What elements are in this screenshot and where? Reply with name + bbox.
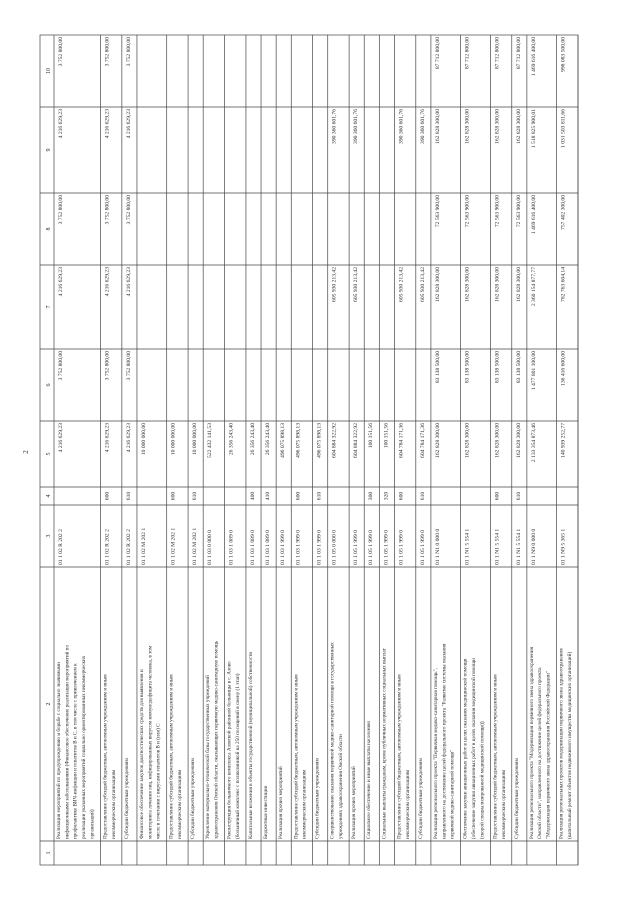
row-expense-type: 600 xyxy=(170,491,177,501)
row-code: 01 1 N1 5 554 1 xyxy=(494,528,501,565)
row-code: 01 1 N9 0 000 0 xyxy=(530,528,537,565)
row-code: 01 1 03 1 999 0 xyxy=(280,530,287,565)
row-value-col9: 162 828 300,00 xyxy=(464,109,471,144)
row-value-col5: 100 151,56 xyxy=(368,423,375,449)
row-name-line: Реализация прочих мероприятий xyxy=(278,766,285,839)
row-value-col6: 1 477 801 100,00 xyxy=(530,351,537,391)
row-name-line: Реализация региональных проектов модернизации первичного звена здравоохранения xyxy=(558,648,565,839)
row-value-col6: 83 138 500,00 xyxy=(434,351,441,384)
row-value-col5: 26 356 243,40 xyxy=(265,423,272,456)
row-value-col5: 4 216 629,23 xyxy=(104,423,111,453)
row-value-col8: 3 752 800,00 xyxy=(125,195,132,225)
row-code: 01 1 03 1 089 0 xyxy=(228,530,235,565)
row-value-col6: 3 752 800,00 xyxy=(125,351,132,381)
row-value-col5: 496 075 898,13 xyxy=(295,423,302,458)
row-name-line: направленного на достижение целей федерального проекта "Развитие системы оказания xyxy=(441,643,448,839)
row-value-col5: 496 075 898,13 xyxy=(316,423,323,458)
row-value-col5: 604 784 171,36 xyxy=(419,423,426,458)
row-value-col8: 72 563 900,00 xyxy=(434,195,441,228)
row-expense-type: 610 xyxy=(125,491,132,501)
row-name-line: Субсидии бюджетным учреждениям xyxy=(417,758,424,839)
row-value-col5: 140 939 252,77 xyxy=(560,423,567,458)
row-value-col9: 162 828 300,00 xyxy=(515,109,522,144)
row-value-col5: 162 828 300,00 xyxy=(434,423,441,458)
row-value-col5: 4 216 629,23 xyxy=(58,423,64,453)
column-header: 5 xyxy=(46,452,52,456)
row-value-col5: 162 828 300,00 xyxy=(494,423,501,458)
row-value-col9: 1 518 825 900,01 xyxy=(530,109,537,149)
row-value-col10: 87 712 800,00 xyxy=(494,37,501,70)
row-name-line: Совершенствование оказания первичной медико-санитарной помощи в государственных xyxy=(329,642,336,839)
column-header: 2 xyxy=(46,702,52,706)
row-value-col7: 162 828 300,00 xyxy=(515,267,522,302)
row-code: 01 1 03 1 999 0 xyxy=(316,530,323,565)
row-code: 01 1 N1 5 554 1 xyxy=(464,528,471,565)
row-name-line: "Модернизация первичного звена здравоохранения Российской Федерации" xyxy=(545,671,552,839)
column-header: 6 xyxy=(46,383,52,387)
row-name-line: первичной медико-санитарной помощи" xyxy=(449,749,456,839)
row-name-line: Предоставление субсидий бюджетным, автономным учреждениям и иным xyxy=(168,674,175,839)
row-expense-type: 610 xyxy=(515,491,522,501)
row-code: 01 1 02 R 202 2 xyxy=(125,529,132,565)
row-expense-type: 300 xyxy=(368,491,375,501)
row-expense-type: 600 xyxy=(104,491,111,501)
page-number: 2 xyxy=(22,450,30,454)
row-name-line: некоммерческим организациям xyxy=(110,769,117,839)
row-name-line: некоммерческим организациям xyxy=(500,769,507,839)
row-name-line: Омской области", направленного на достижение целей федерального проекта xyxy=(537,667,544,839)
row-value-col9: 390 360 601,76 xyxy=(353,109,360,144)
row-code: 01 1 05 1 999 0 xyxy=(419,530,426,565)
row-value-col10: 998 083 500,00 xyxy=(560,37,567,72)
row-name-line: Реконструкция больничного комплекса Азовской районной больницы в с. Азово xyxy=(226,661,233,839)
row-name-line: Предоставление субсидий бюджетным, автономным учреждениям и иным xyxy=(293,674,300,839)
row-name-line: Капитальные вложения в объекты государственной (муниципальной) собственности xyxy=(247,651,254,839)
row-value-col10: 87 712 800,00 xyxy=(434,37,441,70)
row-value-col5: 162 828 300,00 xyxy=(515,423,522,458)
row-value-col6: 3 752 800,00 xyxy=(58,351,64,381)
row-value-col8: 1 469 616 400,00 xyxy=(530,195,537,235)
row-value-col9: 1 031 503 811,66 xyxy=(560,109,567,148)
row-name-line: Предоставление субсидий бюджетным, автономным учреждениям и иным xyxy=(102,674,109,839)
row-value-col5: 604 884 322,92 xyxy=(331,423,338,458)
row-value-col7: 782 763 604,14 xyxy=(560,267,567,302)
row-value-col9: 162 828 300,00 xyxy=(434,109,441,144)
row-code: 01 1 02 M 202 1 xyxy=(170,527,177,565)
row-code: 01 1 05 0 000 0 xyxy=(331,530,338,565)
row-value-col9: 4 216 629,23 xyxy=(58,109,64,139)
row-expense-type: 610 xyxy=(316,491,323,501)
row-name-line: учреждениях здравоохранения Омской области xyxy=(338,734,345,839)
row-value-col10: 1 469 616 400,00 xyxy=(530,37,537,77)
column-header: 7 xyxy=(46,305,52,309)
row-expense-type: 610 xyxy=(192,491,199,501)
row-name-line: Укрепление материально-технической базы государственных учреждений xyxy=(205,675,212,839)
row-value-col5: 604 784 171,36 xyxy=(398,423,405,458)
row-name-line: (капитальный ремонт объектов недвижимого имущества медицинских организаций) xyxy=(566,651,573,839)
row-name-line: Субсидии бюджетным учреждениям xyxy=(513,758,520,839)
row-value-col7: 4 216 629,23 xyxy=(58,267,64,297)
row-code: 01 1 03 0 000 0 xyxy=(207,530,214,565)
row-name-line: Реализация прочих мероприятий xyxy=(351,766,358,839)
row-name-line: (обеспечение закупки авиационных работ в целях оказания медицинской помощи xyxy=(471,658,478,839)
row-value-col7: 4 216 629,23 xyxy=(104,267,111,297)
row-code: 01 1 02 R 202 2 xyxy=(58,529,64,565)
row-value-col7: 2 360 154 877,77 xyxy=(530,267,537,307)
row-expense-type: 610 xyxy=(419,491,426,501)
row-value-col7: 605 930 213,42 xyxy=(419,267,426,302)
row-expense-type: 400 xyxy=(249,491,256,501)
row-value-col10: 3 752 800,00 xyxy=(125,37,132,67)
row-name-line: Социальные выплаты гражданам, кроме публичных нормативных социальных выплат xyxy=(381,648,388,839)
row-value-col6: 83 138 500,00 xyxy=(494,351,501,384)
row-value-col5: 26 356 243,40 xyxy=(249,423,256,456)
row-value-col9: 4 216 629,23 xyxy=(125,109,132,139)
row-value-col5: 26 356 243,40 xyxy=(228,423,235,456)
row-value-col8: 3 752 800,00 xyxy=(104,195,111,225)
row-value-col7: 605 930 213,42 xyxy=(353,267,360,302)
row-name-line: профилактике ВИЧ-инфекции и гепатитов В и С, в том числе с привлечением к xyxy=(72,663,79,839)
row-value-col7: 605 930 213,42 xyxy=(398,267,405,302)
row-value-col10: 87 712 800,00 xyxy=(515,37,522,70)
row-value-col5: 10 000 000,00 xyxy=(140,423,147,456)
row-value-col9: 390 360 601,76 xyxy=(398,109,405,144)
row-value-col7: 162 828 300,00 xyxy=(464,267,471,302)
row-code: 01 1 03 1 089 0 xyxy=(249,530,256,565)
budget-table xyxy=(40,35,578,865)
row-name-line: Обеспечение закупки авиационных работ в целях оказания медицинской помощи xyxy=(462,658,469,839)
row-value-col10: 87 712 800,00 xyxy=(464,37,471,70)
row-expense-type: 600 xyxy=(295,491,302,501)
row-code: 01 1 02 M 202 1 xyxy=(192,527,199,565)
row-name-line: Предоставление субсидий бюджетным, автономным учреждениям и иным xyxy=(396,674,403,839)
row-value-col5: 162 828 300,00 xyxy=(464,423,471,458)
row-value-col5: 2 133 354 873,46 xyxy=(530,423,537,463)
row-value-col6: 83 138 500,00 xyxy=(464,351,471,384)
row-value-col5: 496 075 898,13 xyxy=(280,423,287,458)
row-code: 01 1 05 1 999 0 xyxy=(353,530,360,565)
row-name-line: здравоохранения Омской области, оказывающих первичную медико-санитарную помощь xyxy=(213,640,220,839)
column-header: 4 xyxy=(46,494,52,498)
column-header: 3 xyxy=(46,534,52,538)
row-name-line: организаций) xyxy=(89,809,96,839)
row-value-col5: 522 432 141,53 xyxy=(207,423,214,458)
row-value-col9: 162 828 300,00 xyxy=(494,109,501,144)
row-value-col7: 162 828 300,00 xyxy=(494,267,501,302)
row-code: 01 1 N9 5 365 1 xyxy=(560,528,567,565)
row-expense-type: 600 xyxy=(494,491,501,501)
row-value-col10: 3 752 800,00 xyxy=(104,37,111,67)
row-code: 01 1 N1 0 000 0 xyxy=(434,528,441,565)
row-value-col7: 605 930 213,42 xyxy=(331,267,338,302)
row-value-col5: 100 151,56 xyxy=(383,423,390,449)
row-name-line: (скорой специализированной медицинской помощи)) xyxy=(479,721,486,839)
row-name-line: числе в сочетании с вирусами гепатитов В и (или) С xyxy=(155,723,162,839)
row-name-line: (больничный комплекс с поликлиникой на 250 посещений в смену (1 этап) xyxy=(234,673,241,839)
row-value-col5: 10 000 000,00 xyxy=(192,423,199,456)
row-name-line: Реализация мероприятий по предупреждению и борьбе с социально значимыми xyxy=(56,662,62,839)
row-value-col9: 390 360 601,76 xyxy=(419,109,426,144)
row-value-col6: 3 752 800,00 xyxy=(104,351,111,381)
row-name-line: некоммерческим организациям xyxy=(177,769,184,839)
row-expense-type: 320 xyxy=(383,491,390,501)
row-value-col5: 4 216 629,23 xyxy=(125,423,132,453)
row-name-line: Субсидии бюджетным учреждениям xyxy=(314,758,321,839)
row-value-col8: 72 563 900,00 xyxy=(515,195,522,228)
row-name-line: некоммерческим организациям xyxy=(404,769,411,839)
row-value-col5: 10 000 000,00 xyxy=(170,423,177,456)
row-expense-type: 600 xyxy=(398,491,405,501)
row-name-line: Реализация регионального проекта "Модернизация первичного звена здравоохранения xyxy=(528,646,535,839)
row-value-col7: 162 828 300,00 xyxy=(434,267,441,302)
row-value-col8: 72 563 900,00 xyxy=(494,195,501,228)
row-value-col7: 4 216 629,23 xyxy=(125,267,132,297)
row-code: 01 1 05 1 999 0 xyxy=(368,530,375,565)
row-value-col8: 72 563 900,00 xyxy=(464,195,471,228)
column-header: 8 xyxy=(46,227,52,231)
row-code: 01 1 03 1 089 0 xyxy=(265,530,272,565)
row-name-line: Субсидии бюджетным учреждениям xyxy=(123,758,130,839)
row-code: 01 1 02 M 202 1 xyxy=(140,527,147,565)
row-value-col6: 83 138 500,00 xyxy=(515,351,522,384)
row-name-line: мониторинга лечения лиц, инфицированных вирусом иммунодефицита человека, в том xyxy=(147,645,154,839)
row-name-line: реализации указанных мероприятий социально ориентированных некоммерческих xyxy=(81,655,88,839)
row-name-line: Бюджетные инвестиции xyxy=(263,785,270,839)
row-code: 01 1 05 1 999 0 xyxy=(398,530,405,565)
row-code: 01 1 N1 5 554 1 xyxy=(515,528,522,565)
row-value-col8: 757 402 300,00 xyxy=(560,195,567,230)
row-name-line: Предоставление субсидий бюджетным, автономным учреждениям и иным xyxy=(492,674,499,839)
row-code: 01 1 02 R 202 2 xyxy=(104,529,111,565)
row-name-line: Финансовое обеспечение закупок диагностических средств для выявления и xyxy=(138,669,145,839)
row-value-col5: 604 884 322,92 xyxy=(353,423,360,458)
row-value-col8: 3 752 800,00 xyxy=(58,195,64,225)
row-name-line: Реализация регионального проекта "Первичная медико-санитарная помощь", xyxy=(432,668,439,839)
row-name-line: Социальное обеспечение и иные выплаты населению xyxy=(366,720,373,839)
row-code: 01 1 03 1 999 0 xyxy=(295,530,302,565)
row-value-col10: 3 752 800,00 xyxy=(58,37,64,67)
column-header: 1 xyxy=(46,851,52,855)
row-name-line: инфекционными заболеваниями (Финансовое обеспечение реализации мероприятий по xyxy=(64,644,71,839)
column-header: 9 xyxy=(46,148,52,152)
row-expense-type: 410 xyxy=(265,491,272,501)
row-value-col6: 136 416 600,00 xyxy=(560,351,567,386)
row-code: 01 1 05 1 999 0 xyxy=(383,530,390,565)
row-name-line: Субсидии бюджетным учреждениям xyxy=(190,758,197,839)
row-name-line: некоммерческим организациям xyxy=(301,769,308,839)
row-value-col9: 390 360 601,76 xyxy=(331,109,338,144)
column-header: 10 xyxy=(46,68,52,74)
row-value-col9: 4 216 629,23 xyxy=(104,109,111,139)
